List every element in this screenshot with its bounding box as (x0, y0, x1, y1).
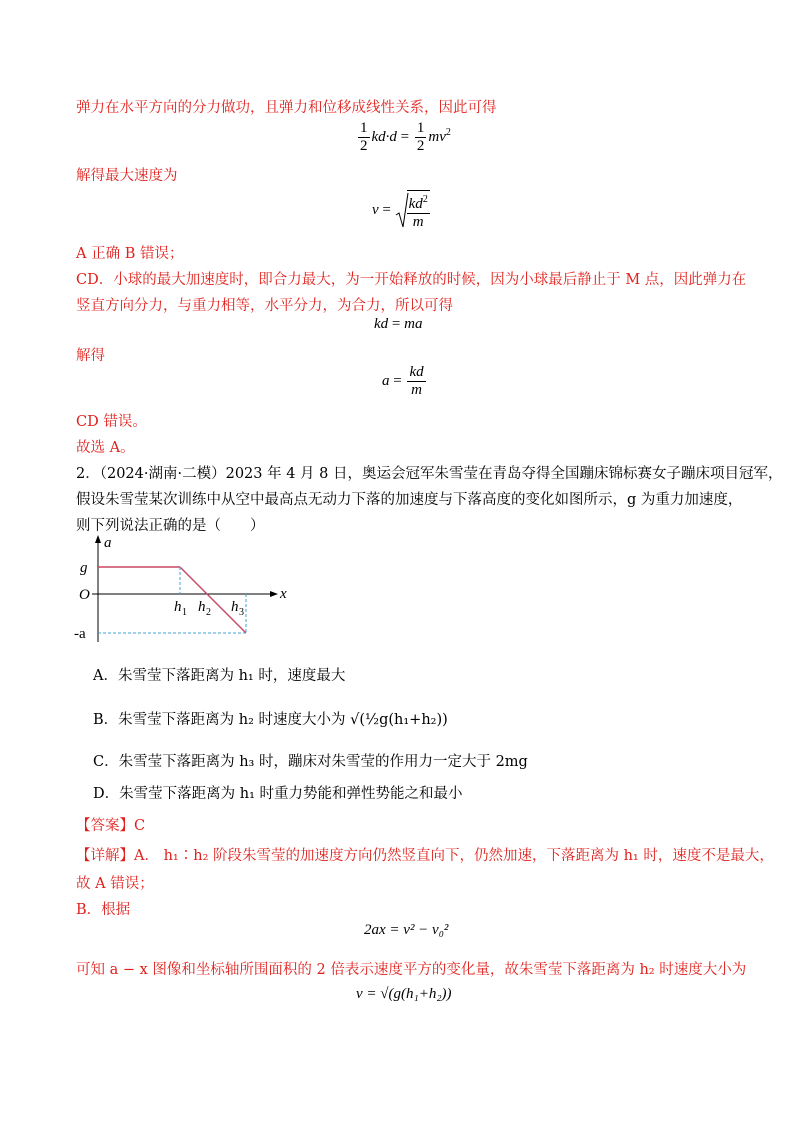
question-line-2: 假设朱雪莹某次训练中从空中最高点无动力下落的加速度与下落高度的变化如图所示，g 为重力加速度， (76, 492, 743, 508)
solution-line-4: CD．小球的最大加速度时，即合力最大，为一开始释放的时候，因为小球最后静止于 M 点，因此弹力在 (76, 272, 747, 288)
equation-work-energy: $\frac{1}{2}$ kd·d = $\frac{1}{2}$ $mv^2$ (360, 120, 451, 154)
neg-a-label: -a (74, 626, 86, 642)
question-line-3: 则下列说法正确的是（ ） (76, 518, 265, 534)
answer-line: 【答案】C (76, 818, 146, 834)
equation-newton: kd = ma (374, 316, 423, 332)
option-a: A．朱雪莹下落距离为 h₁ 时，速度最大 (93, 668, 346, 684)
h1-subscript: 1 (182, 607, 187, 618)
equation-kinematics: 2ax = v² − v₀² (364, 922, 449, 938)
h1-label: h (174, 599, 182, 615)
solution-line-8: 故选 A。 (76, 440, 135, 456)
y-axis-arrow (95, 535, 101, 543)
question-line-1: 2．（2024·湖南·二模）2023 年 4 月 8 日，奥运会冠军朱雪莹在青岛夺得全国蹦床锦标赛女子蹦床项目冠军， (76, 466, 783, 482)
h3-label: h (231, 599, 239, 615)
y-axis-label: a (104, 535, 112, 551)
option-c: C．朱雪莹下落距离为 h₃ 时，蹦床对朱雪莹的作用力一定大于 2mg (93, 754, 528, 770)
solution-line-6: 解得 (76, 348, 105, 364)
origin-label: O (79, 587, 90, 603)
h3-subscript: 3 (239, 607, 244, 618)
detail-line-1: 【详解】A． h₁∶h₂ 阶段朱雪莹的加速度方向仍然竖直向下，仍然加速，下落距离为 h₁ 时，速度不是最大， (76, 848, 774, 864)
option-d: D．朱雪莹下落距离为 h₁ 时重力势能和弹性势能之和最小 (93, 786, 463, 802)
x-axis-arrow (270, 591, 278, 597)
h2-subscript: 2 (206, 607, 211, 618)
detail-line-4: 可知 a − x 图像和坐标轴所围面积的 2 倍表示速度平方的变化量，故朱雪莹下落距离为 h₂ 时速度大小为 (76, 962, 747, 978)
solution-line-3: A 正确 B 错误； (76, 246, 184, 262)
solution-line-1: 弹力在水平方向的分力做功，且弹力和位移成线性关系，因此可得 (76, 100, 497, 116)
solution-line-2: 解得最大速度为 (76, 168, 178, 184)
acceleration-height-graph (74, 532, 294, 644)
equation-acceleration: a = $\frac{kd}{m}$ (382, 364, 424, 398)
detail-line-2: 故 A 错误； (76, 876, 154, 892)
equation-max-velocity: v = $\frac{kd^2}{m}$ (372, 190, 430, 231)
h2-label: h (198, 599, 206, 615)
solution-line-7: CD 错误。 (76, 414, 147, 430)
detail-line-3: B．根据 (76, 902, 131, 918)
x-axis-label: x (280, 586, 287, 602)
g-label: g (80, 560, 88, 576)
solution-line-5: 竖直方向分力，与重力相等，水平分力，为合力，所以可得 (76, 298, 453, 314)
equation-velocity-h2: v = √(g(h₁+h₂)) (356, 986, 452, 1002)
option-b: B．朱雪莹下落距离为 h₂ 时速度大小为 √(½g(h₁+h₂)) (93, 712, 448, 728)
